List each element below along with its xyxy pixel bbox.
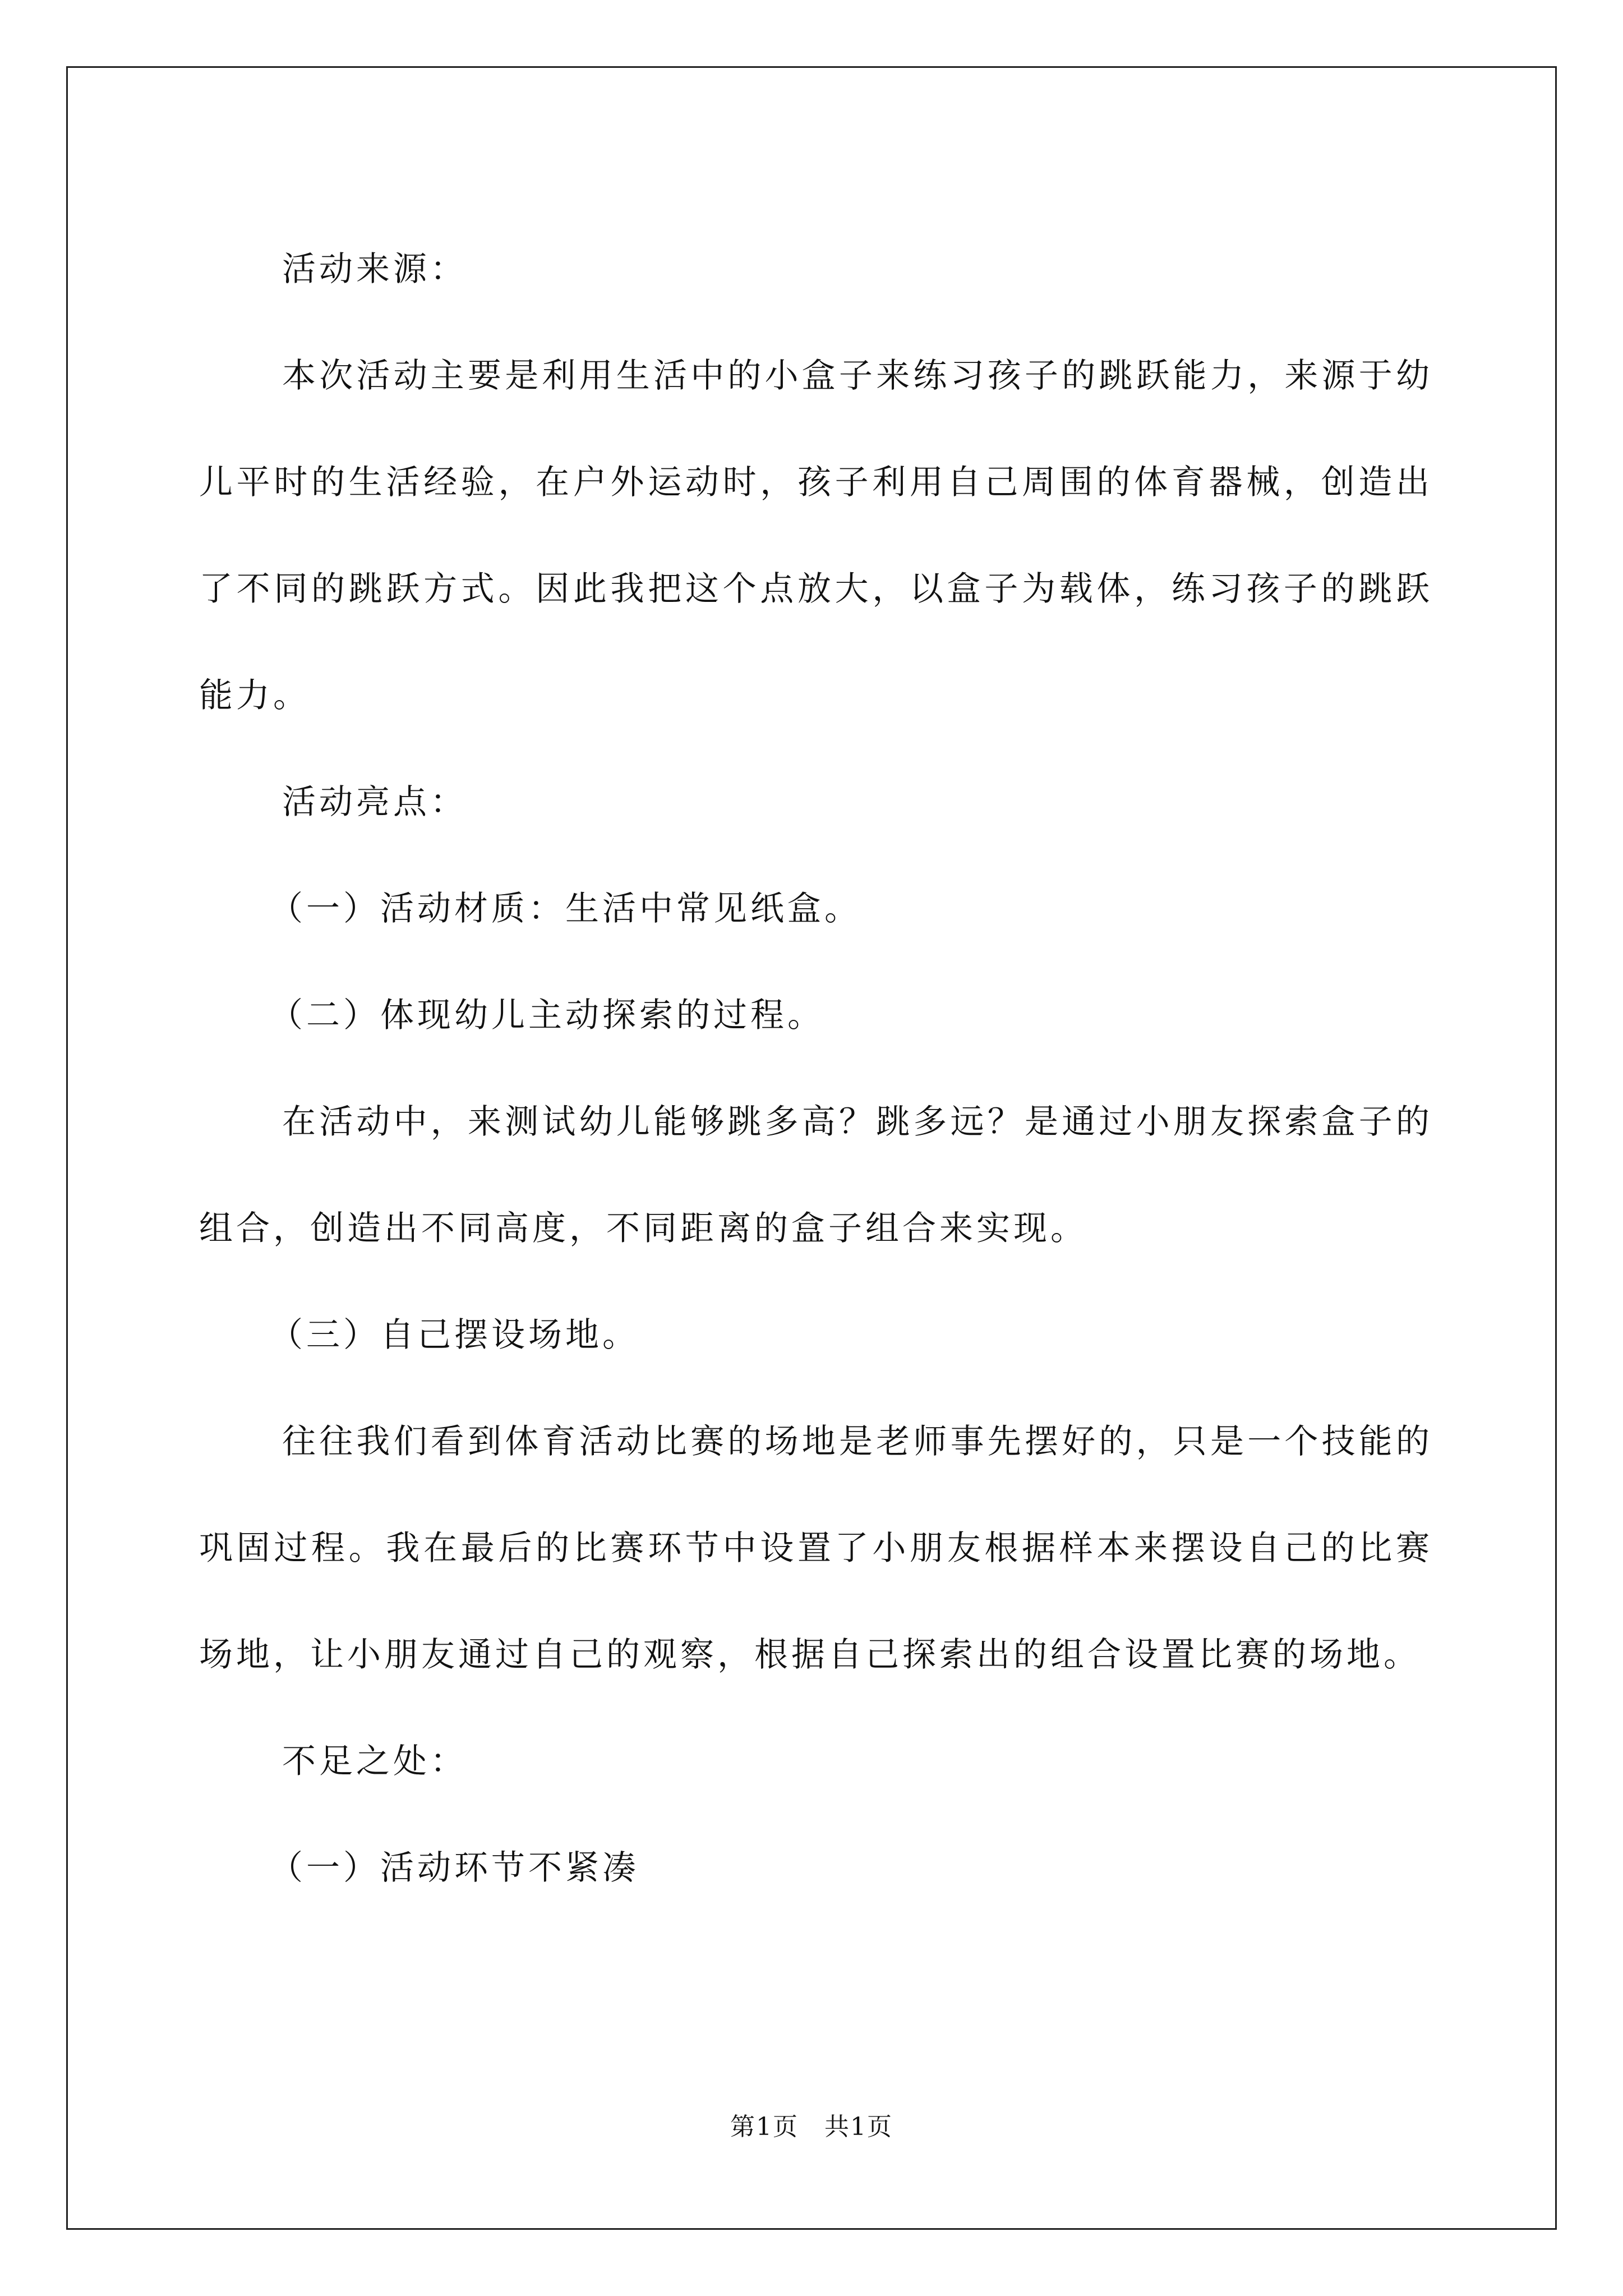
- heading-shortcomings: 不足之处：: [282, 1742, 467, 1781]
- paragraph-activity-source: 本次活动主要是利用生活中的小盒子来练习孩子的跳跃能力，来源于幼儿平时的生活经验，在户外运动时，孩子利用自己周围的体育器械，创造出了不同的跳跃方式。因此我把这个点放大，以盒子为载体，练习孩子的跳跃能力。: [199, 356, 1433, 715]
- page-footer: [0, 2106, 1623, 2142]
- paragraph-highlight-3-detail: 往往我们看到体育活动比赛的场地是老师事先摆好的，只是一个技能的巩固过程。我在最后的比赛环节中设置了小朋友根据样本来摆设自己的比赛场地，让小朋友通过自己的观察，根据自己探索出的组合设置比赛的场地。: [199, 1422, 1433, 1674]
- heading-activity-highlights: 活动亮点：: [282, 783, 467, 822]
- list-item-highlight-3: （三）自己摆设场地。: [269, 1315, 639, 1355]
- document-body: [199, 216, 1433, 1921]
- page-total: 共1页: [824, 2113, 893, 2141]
- page-number: 第1页: [730, 2113, 799, 2141]
- list-item-highlight-1: （一）活动材质：生活中常见纸盒。: [269, 889, 861, 928]
- list-item-shortcoming-1: （一）活动环节不紧凑: [269, 1848, 639, 1888]
- heading-activity-source: 活动来源：: [282, 250, 467, 289]
- paragraph-highlight-2-detail: 在活动中，来测试幼儿能够跳多高？跳多远？是通过小朋友探索盒子的组合，创造出不同高度，不同距离的盒子组合来实现。: [199, 1102, 1433, 1248]
- list-item-highlight-2: （二）体现幼儿主动探索的过程。: [269, 996, 824, 1035]
